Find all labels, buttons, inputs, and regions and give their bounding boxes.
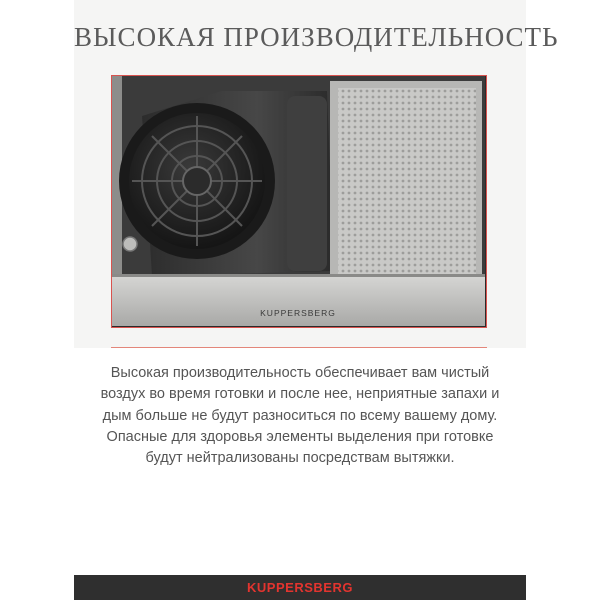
footer-bar — [74, 575, 526, 600]
divider-line — [111, 347, 487, 348]
brand-label: KUPPERSBERG — [260, 308, 336, 318]
page-title: ВЫСОКАЯ ПРОИЗВОДИТЕЛЬНОСТЬ — [74, 22, 559, 52]
product-photo — [111, 75, 487, 328]
description-text: Высокая производительность обеспечивает вам чистый воздух во время готовки и после нее, неприятные запахи и дым больше не будут разноситься по всему вашему дому. Опасные для здоровья элементы выделения при готовке будут нейтрализованы посредствам вытяжки. — [100, 365, 500, 467]
brand-logo: KUPPERSBERG — [247, 580, 353, 595]
